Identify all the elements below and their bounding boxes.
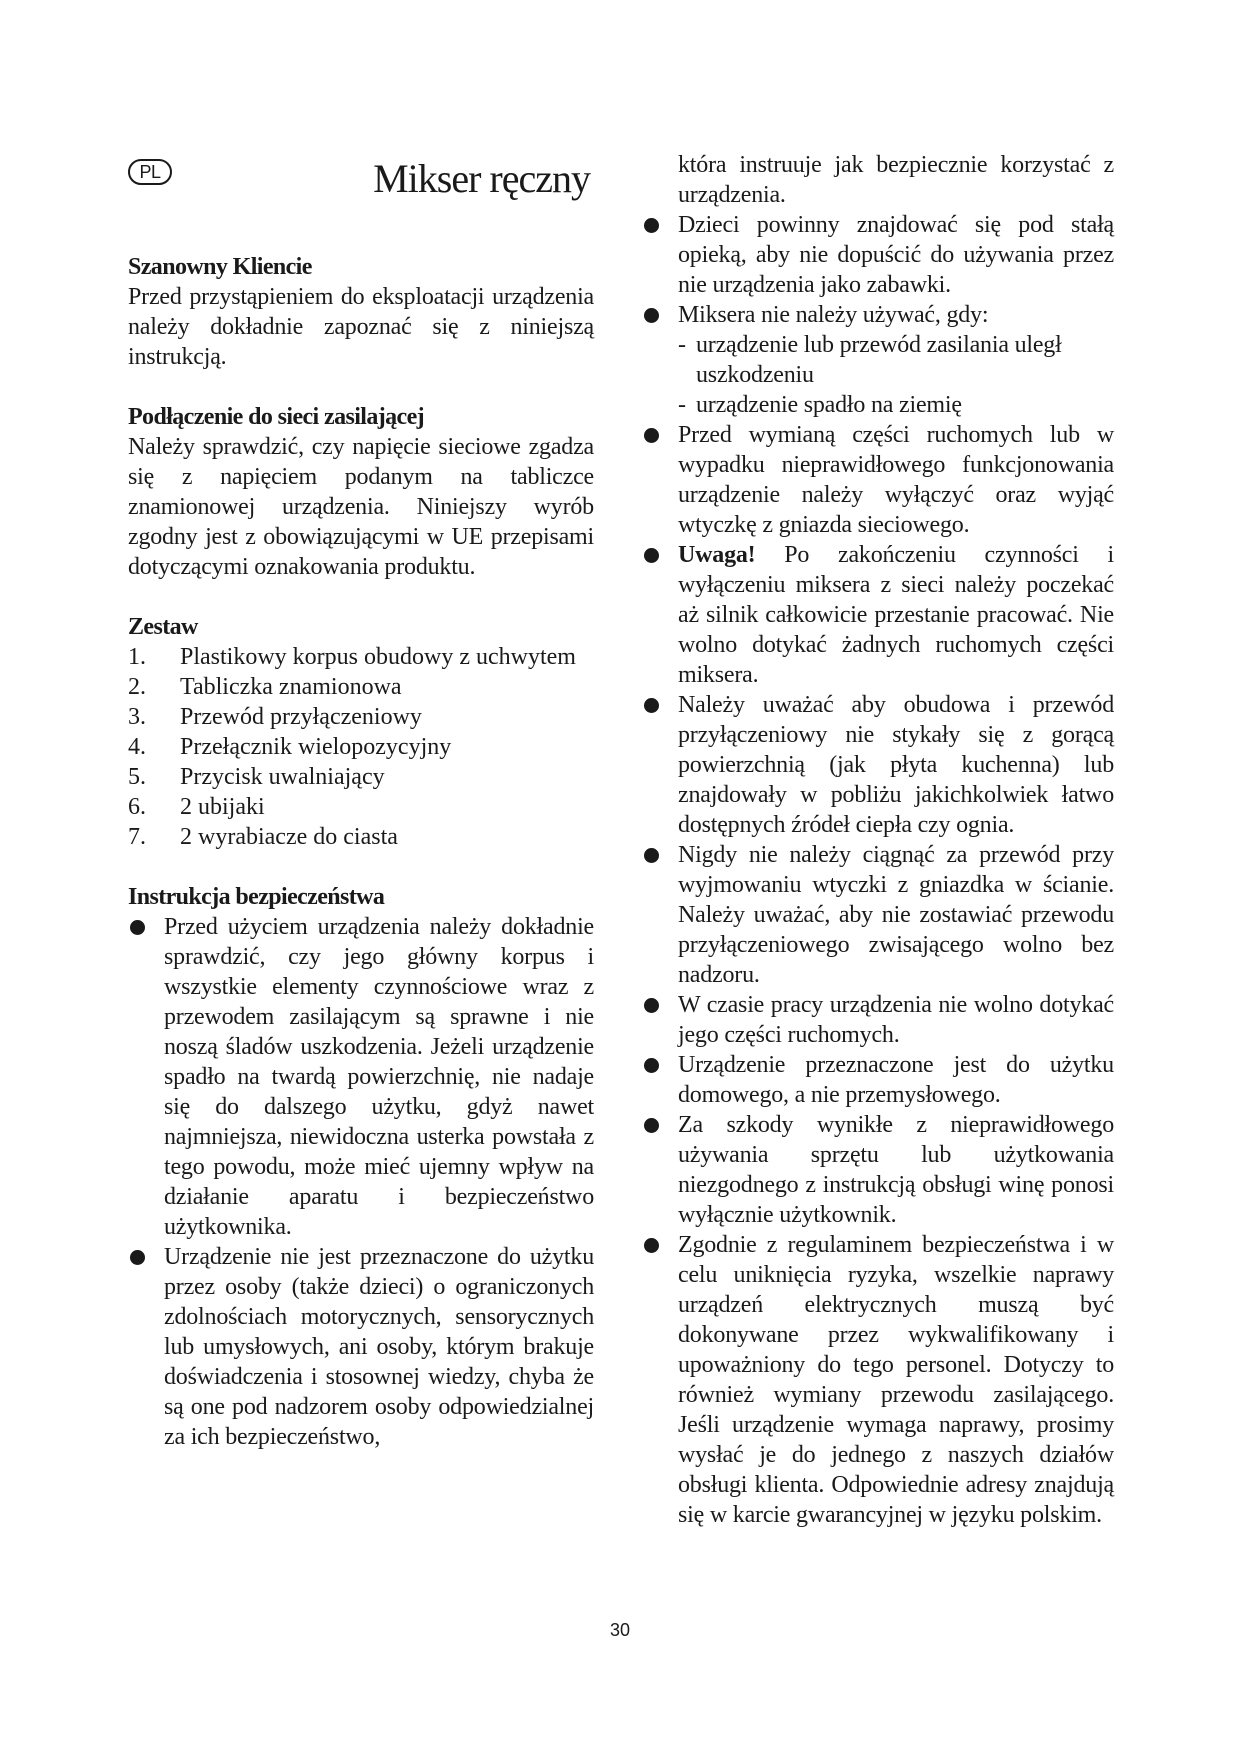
set-item-text: Plastikowy korpus obudowy z uchwytem bbox=[180, 644, 576, 670]
greeting-text: Przed przystąpieniem do eksploatacji urządzenia należy dokładnie zapoznać się z niniejszą instrukcją. bbox=[128, 284, 594, 370]
bullet-icon bbox=[644, 428, 659, 443]
set-list bbox=[128, 642, 594, 852]
set-item-number: 4. bbox=[128, 734, 146, 760]
safety-item-continuation bbox=[642, 150, 1114, 210]
bullet-icon bbox=[644, 698, 659, 713]
condition-text-continued: uszkodzeniu bbox=[696, 362, 814, 388]
set-item-text: Przycisk uwalniający bbox=[180, 764, 385, 790]
condition-item bbox=[678, 330, 1114, 390]
safety-item-text: Miksera nie należy używać, gdy: bbox=[678, 302, 989, 328]
condition-text: urządzenie spadło na ziemię bbox=[696, 392, 962, 418]
safety-item-text: Przed użyciem urządzenia należy dokładnie sprawdzić, czy jego główny korpus i wszystkie elementy czynnościowe wraz z przewodem zasilającym są sprawne i nie noszą śladów uszkodzenia. Jeżeli urządzenie spadło na twardą powierzchnię, nie nadaje się do dalszego użytku, gdyż nawet najmniejsza, niewidoczna usterka powstała z tego powodu, może mieć ujemny wpływ na działanie aparatu i bezpieczeństwo użytkownika. bbox=[164, 914, 594, 1240]
bullet-icon bbox=[130, 920, 145, 935]
safety-item bbox=[642, 1230, 1114, 1530]
set-item bbox=[128, 702, 594, 732]
safety-item-text: Urządzenie nie jest przeznaczone do użytku przez osoby (także dzieci) o ograniczonych zdolnościach motorycznych, sensorycznych lub umysłowych, ani osoby, którym brakuje doświadczenia i stosownej wiedzy, chyba że są one pod nadzorem osoby odpowiedzialnej za ich bezpieczeństwo, bbox=[164, 1244, 594, 1450]
safety-item-text: Dzieci powinny znajdować się pod stałą opieką, aby nie dopuścić do używania przez nie urządzenia jako zabawki. bbox=[678, 212, 1114, 298]
safety-item bbox=[642, 420, 1114, 540]
page-number: 30 bbox=[609, 1620, 631, 1640]
set-item-number: 5. bbox=[128, 764, 146, 790]
safety-item-text: która instruuje jak bezpiecznie korzystać z urządzenia. bbox=[678, 152, 1114, 208]
set-item bbox=[128, 792, 594, 822]
safety-item bbox=[642, 1110, 1114, 1230]
set-item bbox=[128, 672, 594, 702]
dash-marker: - bbox=[678, 332, 686, 358]
safety-item-text: Nigdy nie należy ciągnąć za przewód przy wyjmowaniu wtyczki z gniazdka w ścianie. Należy uważać, aby nie zostawiać przewodu przyłączeniowego zwisającego wolno bez nadzoru. bbox=[678, 842, 1114, 988]
set-item-text: 2 wyrabiacze do ciasta bbox=[180, 824, 398, 850]
set-item bbox=[128, 822, 594, 852]
set-item-number: 6. bbox=[128, 794, 146, 820]
set-item bbox=[128, 732, 594, 762]
safety-item-text: Zgodnie z regulaminem bezpieczeństwa i w celu uniknięcia ryzyka, wszelkie naprawy urządzeń elektrycznych muszą być dokonywane przez wykwalifikowany i upoważniony do tego personel. Dotyczy to również wymiany przewodu zasilającego. Jeśli urządzenie wymaga naprawy, prosimy wysłać je do jednego z naszych działów obsługi klienta. Odpowiednie adresy znajdują się w karcie gwarancyjnej w języku polskim. bbox=[678, 1232, 1114, 1528]
bullet-icon bbox=[644, 1238, 659, 1253]
set-section bbox=[128, 612, 594, 852]
bullet-icon bbox=[644, 1058, 659, 1073]
safety-heading: Instrukcja bezpieczeństwa bbox=[128, 884, 385, 910]
condition-item bbox=[678, 390, 1114, 420]
right-column bbox=[642, 150, 1114, 1530]
safety-item-text: Przed wymianą części ruchomych lub w wypadku nieprawidłowego funkcjonowania urządzenie należy wyłączyć oraz wyjąć wtyczkę z gniazda sieciowego. bbox=[678, 422, 1114, 538]
greeting-section bbox=[128, 252, 594, 372]
warning-label: Uwaga! bbox=[678, 542, 756, 568]
safety-list bbox=[128, 912, 594, 1452]
safety-item bbox=[642, 210, 1114, 300]
condition-text: urządzenie lub przewód zasilania uległ bbox=[696, 332, 1062, 358]
bullet-icon bbox=[644, 1118, 659, 1133]
safety-item-text: Należy uważać aby obudowa i przewód przyłączeniowy nie stykały się z gorącą powierzchnią (jak płyta kuchenna) lub znajdowały w pobliżu jakichkolwiek łatwo dostępnych źródeł ciepła czy ognia. bbox=[678, 692, 1114, 838]
safety-item bbox=[642, 990, 1114, 1050]
set-item-number: 3. bbox=[128, 704, 146, 730]
bullet-icon bbox=[130, 1250, 145, 1265]
left-column bbox=[128, 150, 594, 1452]
set-item bbox=[128, 762, 594, 792]
connection-heading: Podłączenie do sieci zasilającej bbox=[128, 404, 425, 430]
bullet-icon bbox=[644, 548, 659, 563]
connection-text: Należy sprawdzić, czy napięcie sieciowe zgadza się z napięciem podanym na tabliczce znamionowej urządzenia. Niniejszy wyrób zgodny jest z obowiązującymi w UE przepisami dotyczącymi oznakowania produktu. bbox=[128, 434, 594, 580]
bullet-icon bbox=[644, 848, 659, 863]
language-badge: PL bbox=[128, 159, 172, 185]
set-item-text: 2 ubijaki bbox=[180, 794, 265, 820]
bullet-icon bbox=[644, 308, 659, 323]
set-item bbox=[128, 642, 594, 672]
dash-marker: - bbox=[678, 392, 686, 418]
bullet-icon bbox=[644, 998, 659, 1013]
set-item-number: 7. bbox=[128, 824, 146, 850]
safety-item bbox=[128, 1242, 594, 1452]
safety-item-text: Po zakończeniu czynności i wyłączeniu miksera z sieci należy poczekać aż silnik całkowicie przestanie pracować. Nie wolno dotykać żadnych ruchomych części miksera. bbox=[678, 542, 1114, 688]
safety-item bbox=[128, 912, 594, 1242]
set-item-text: Przewód przyłączeniowy bbox=[180, 704, 422, 730]
set-heading: Zestaw bbox=[128, 614, 198, 640]
safety-item bbox=[642, 1050, 1114, 1110]
safety-section bbox=[128, 882, 594, 1452]
connection-section bbox=[128, 402, 594, 582]
safety-item-text: W czasie pracy urządzenia nie wolno dotykać jego części ruchomych. bbox=[678, 992, 1114, 1048]
greeting-heading: Szanowny Kliencie bbox=[128, 254, 312, 280]
mixer-conditions-list bbox=[678, 330, 1114, 420]
safety-list-continued bbox=[642, 150, 1114, 1530]
safety-item bbox=[642, 300, 1114, 420]
safety-item bbox=[642, 690, 1114, 840]
set-item-text: Tabliczka znamionowa bbox=[180, 674, 402, 700]
bullet-icon bbox=[644, 218, 659, 233]
safety-item-text: Za szkody wynikłe z nieprawidłowego używania sprzętu lub użytkowania niezgodnego z instrukcją obsługi winę ponosi wyłącznie użytkownik. bbox=[678, 1112, 1114, 1228]
set-item-number: 1. bbox=[128, 644, 146, 670]
page-title: Mikser ręczny bbox=[373, 156, 590, 201]
safety-item bbox=[642, 540, 1114, 690]
set-item-number: 2. bbox=[128, 674, 146, 700]
safety-item bbox=[642, 840, 1114, 990]
safety-item-text: Urządzenie przeznaczone jest do użytku domowego, a nie przemysłowego. bbox=[678, 1052, 1114, 1108]
set-item-text: Przełącznik wielopozycyjny bbox=[180, 734, 452, 760]
